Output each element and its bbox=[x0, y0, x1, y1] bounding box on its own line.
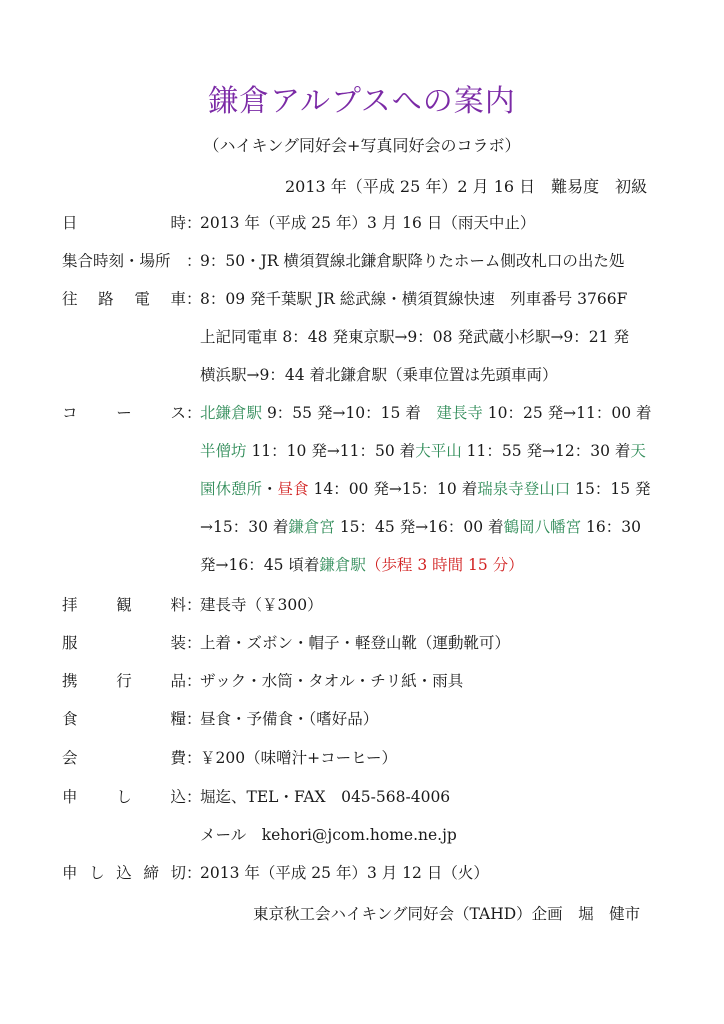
course-text: ・ bbox=[262, 480, 278, 498]
value-deadline: 2013 年（平成 25 年）3 月 12 日（火） bbox=[200, 864, 489, 882]
label-carry: 携 行 品 bbox=[62, 672, 186, 690]
course-line bbox=[200, 477, 651, 501]
value-food: 昼食・予備食・（嗜好品） bbox=[200, 710, 379, 728]
value-date: 2013 年（平成 25 年）3 月 16 日（雨天中止） bbox=[200, 214, 536, 232]
page-title: 鎌倉アルプスへの案内 bbox=[208, 84, 516, 119]
course-place: 大平山 bbox=[415, 442, 462, 460]
course-line bbox=[200, 553, 524, 577]
value-meeting: 9：50・JR 横須賀線北鎌倉駅降りたホーム側改札口の出た処 bbox=[200, 252, 625, 270]
course-line bbox=[200, 401, 652, 425]
course-text: 11：10 発→11：50 着 bbox=[246, 442, 416, 460]
course-place: 園休憩所 bbox=[200, 480, 263, 498]
course-highlight: 昼食 bbox=[277, 480, 309, 498]
course-text: 発→16：45 頃着 bbox=[200, 556, 320, 574]
course-place: 半僧坊 bbox=[200, 442, 247, 460]
course-highlight: （歩程 3 時間 15 分） bbox=[365, 556, 524, 574]
colon: ： bbox=[186, 749, 202, 767]
colon: ： bbox=[186, 788, 202, 806]
colon: ： bbox=[186, 214, 202, 232]
course-text: 15：15 発 bbox=[570, 480, 651, 498]
label-meeting: 集合時刻・場所 bbox=[62, 252, 171, 270]
value-fee: ￥200（味噌汁+コーヒー） bbox=[200, 749, 397, 767]
course-text: 9：55 発→10：15 着 bbox=[262, 404, 437, 422]
label-clothing: 服 装 bbox=[62, 634, 186, 652]
colon: ： bbox=[186, 864, 202, 882]
apply-email: メール kehori@jcom.home.ne.jp bbox=[200, 826, 457, 844]
label-food: 食 糧 bbox=[62, 710, 186, 728]
course-text: →15：30 着 bbox=[200, 518, 289, 536]
course-place: 建長寺 bbox=[436, 404, 483, 422]
label-fee-visit: 拝 観 料 bbox=[62, 596, 186, 614]
colon: ： bbox=[186, 596, 202, 614]
label-apply: 申 し 込 bbox=[62, 788, 186, 806]
course-place: 鎌倉宮 bbox=[288, 518, 335, 536]
apply-phone: 堀迄、TEL・FAX 045-568-4006 bbox=[200, 788, 451, 806]
organizer-footer: 東京秋工会ハイキング同好会（TAHD）企画 堀 健市 bbox=[253, 905, 641, 923]
course-text: 10：25 発→11：00 着 bbox=[482, 404, 652, 422]
label-course: コ ー ス bbox=[62, 404, 186, 422]
course-line bbox=[200, 515, 641, 539]
label-fee: 会 費 bbox=[62, 749, 186, 767]
course-place: 鎌倉駅 bbox=[319, 556, 366, 574]
value-fee-visit: 建長寺（￥300） bbox=[200, 596, 323, 614]
value-carry: ザック・水筒・タオル・チリ紙・雨具 bbox=[200, 672, 464, 690]
label-date: 日 時 bbox=[62, 214, 186, 232]
course-line bbox=[200, 439, 646, 463]
value-clothing: 上着・ズボン・帽子・軽登山靴（運動靴可） bbox=[200, 634, 511, 652]
label-deadline: 申 し 込 締 切 bbox=[62, 864, 186, 882]
colon: ： bbox=[186, 290, 202, 308]
course-text: 11：55 発→12：30 着 bbox=[461, 442, 631, 460]
issue-date-difficulty: 2013 年（平成 25 年）2 月 16 日 難易度 初級 bbox=[285, 177, 648, 196]
subtitle: （ハイキング同好会+写真同好会のコラボ） bbox=[203, 136, 521, 155]
train-line-2: 上記同電車 8：48 発東京駅→9：08 発武蔵小杉駅→9：21 発 bbox=[200, 328, 629, 346]
colon: ： bbox=[186, 672, 202, 690]
train-line-1: 8：09 発千葉駅 JR 総武線・横須賀線快速 列車番号 3766F bbox=[200, 290, 628, 308]
course-place: 北鎌倉駅 bbox=[200, 404, 263, 422]
label-train: 往 路 電 車 bbox=[62, 290, 186, 308]
course-text: 16：30 bbox=[581, 518, 641, 536]
colon: ： bbox=[186, 634, 202, 652]
course-text: 15：45 発→16：00 着 bbox=[334, 518, 504, 536]
course-place: 瑞泉寺登山口 bbox=[477, 480, 571, 498]
colon: ： bbox=[186, 252, 202, 270]
course-place: 天 bbox=[630, 442, 646, 460]
course-text: 14：00 発→15：10 着 bbox=[308, 480, 478, 498]
course-place: 鶴岡八幡宮 bbox=[503, 518, 582, 536]
colon: ： bbox=[186, 404, 202, 422]
train-line-3: 横浜駅→9：44 着北鎌倉駅（乗車位置は先頭車両） bbox=[200, 366, 558, 384]
colon: ： bbox=[186, 710, 202, 728]
